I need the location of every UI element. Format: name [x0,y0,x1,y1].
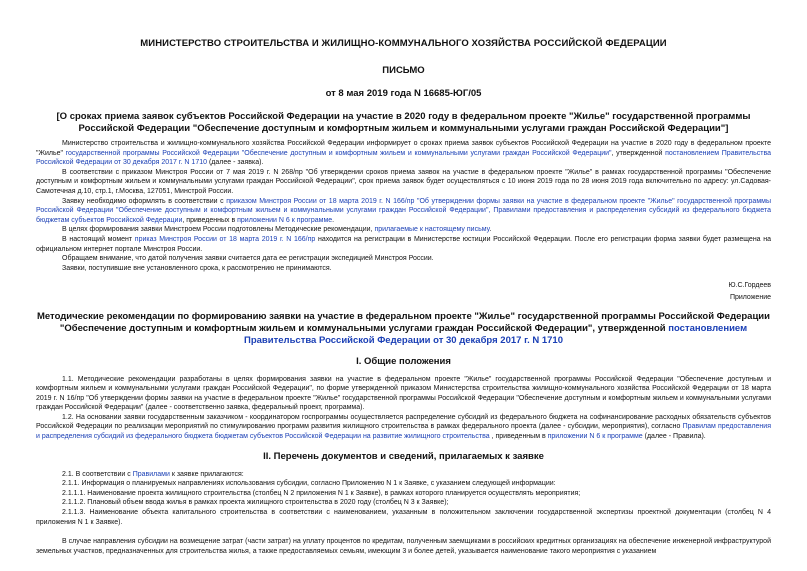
letter-paragraph: Министерство строительства и жилищно-коммунального хозяйства Российской Федерации информирует о сроках приема заявок субъектов Российской Федерации на участие в 2020 году в федеральном проекте "Жилье" государственной программы Российской Федерации "Обеспечение доступным и комфортным жильем и коммунальными услугами граждан Российской Федерации", утвержденной постановлением Правительства Российской Федерации от 30 декабря 2017 г. N 1710 (далее - заявка). [36,140,771,167]
section-paragraph: В случае направления субсидии на возмещение затрат (части затрат) на уплату процентов по кредитам, полученным заемщиками в российских кредитных организациях на обеспечение инженерной инфраструктурой земельных участков, предназначенных для строительства жилья, а также предоставляемых семьям, имеющим 3 и более детей, указывается наименование такого мероприятия с указанием [36,538,771,555]
rules-link-2[interactable]: Правилами [132,470,170,478]
signature: Ю.С.Гордеев [728,282,771,290]
ministry-heading: МИНИСТЕРСТВО СТРОИТЕЛЬСТВА И ЖИЛИЩНО-КОММУНАЛЬНОГО ХОЗЯЙСТВА РОССИЙСКОЙ ФЕДЕРАЦИИ [140,38,667,49]
section-paragraph: 1.1. Методические рекомендации разработаны в целях формирования заявки на участие в федеральном проекте "Жилье" государственной программы Российской Федерации "Обеспечение доступным и комфортным жильем и коммунальными услугами граждан Российской Федерации", по форме утвержденной приказом Министерства строительства жилищно-коммунального хозяйства Российской Федерации от 18 марта 2019 г. N 16/пр "Об утверждении формы заявки на участие в федеральном проекте "Жилье" государственной программы Российской Федерации "Обеспечение доступным и комфортным жильем и коммунальными услугами граждан Российской Федерации" (далее - соответственно заявка, федеральный проект, программа). [36,375,771,412]
letter-paragraph: В соответствии с приказом Минстроя России от 7 мая 2019 г. N 268/пр "Об утверждении сроков приема заявок на участие в федеральном проекте "Жилье" в рамках государственной программы "Обеспечение доступным и комфортным жильем и коммунальными услугами граждан Российской Федерации", срок приема заявок будет осуществляться с 10 июня 2019 года по 28 июня 2019 года включительно по адресу: ул.Садовая-Самотечная д.10, стр.1, г.Москва, 127051, Минстрой России. [36,168,771,195]
recommendations-title: Методические рекомендации по формированию заявки на участие в федеральном проекте "Жилье" государственной программы Российской Федерации "Обеспечение доступным и комфортным жильем и коммунальными услугами граждан Российской Федерации", утвержденной постановлением Правительства Российской Федерации от 30 декабря 2017 г. N 1710 [36,310,770,346]
resolution-link-2[interactable]: постановлением Правительства Российской Федерации от 30 декабря 2017 г. N 1710 [244,322,748,346]
appendix-label: Приложение [729,293,771,301]
section-paragraph: 1.2. На основании заявки государственным заказчиком - координатором госпрограммы осуществляется распределение субсидий из федерального бюджета на софинансирование расходных обязательств субъектов Российской Федерации по реализации мероприятий по стимулированию программ развития жилищного строительства в рамках федерального проекта (далее - субсидии, мероприятия), согласно Правилам предоставления и распределения субсидий из федерального бюджета бюджетам субъектов Российской Федерации на развитие жилищного строительства , приведенным в приложении N 6 к программе (далее - Правила). [36,413,771,441]
letter-paragraph: В настоящий момент приказ Минстроя России от 18 марта 2019 г. N 166/пр находится на регистрации в Министерстве юстиции Российской Федерации. После его регистрации форма заявки будет размещена на официальном интернет портале Минстроя России. [36,235,771,253]
order-166-link[interactable]: приказом Минстроя России от 18 марта 2019 г. N 166/пр "Об утверждении формы заявки на участие в федеральном проекте "Жилье" государственной программы Российской Федерации "Обеспечение доступным и комфортным жильем и коммунальными услугами граждан Российской Федерации", Правилами предоставления и распределения субсидий из федерального бюджета бюджетам субъектов Российской Федерации [36,197,771,224]
section-1-heading: I. Общие положения [356,355,451,367]
resolution-link[interactable]: постановлением Правительства Российской Федерации от 30 декабря 2017 г. N 1710 [36,149,771,167]
program-link[interactable]: государственной программы Российской Федерации "Обеспечение доступным и комфортным жильем и коммунальными услугами граждан Российской Федерации" [65,149,612,157]
section-paragraph: 2.1.1.1. Наименование проекта жилищного строительства (столбец N 2 приложения N 1 к Заявке), в рамках которого планируется осуществлять мероприятия; [62,489,581,497]
section-2-heading: II. Перечень документов и сведений, прилагаемых к заявке [263,450,544,462]
letter-paragraph: В целях формирования заявки Минстроем России подготовлены Методические рекомендации, прилагаемые к настоящему письму. [62,226,492,234]
attached-link[interactable]: прилагаемые к настоящему письму [374,226,490,234]
appendix-6-link[interactable]: приложении N 6 к программе [237,216,333,224]
doc-type-heading: ПИСЬМО [382,65,425,76]
section-paragraph: 2.1. В соответствии с Правилами к заявке прилагаются: [62,470,244,478]
letter-paragraph: Обращаем внимание, что датой получения заявки считается дата ее регистрации экспедицией Минстроя России. [62,255,434,263]
appendix-6-link-2[interactable]: приложении N 6 к программе [547,433,643,441]
section-paragraph: 2.1.1.2. Плановый объем ввода жилья в рамках проекта жилищного строительства в 2020 году (столбец N 3 к Заявке); [62,499,449,507]
letter-paragraph: Заявку необходимо оформлять в соответствии с приказом Минстроя России от 18 марта 2019 г. N 166/пр "Об утверждении формы заявки на участие в федеральном проекте "Жилье" государственной программы Российской Федерации "Обеспечение доступным и комфортным жильем и коммунальными услугами граждан Российской Федерации", Правилами предоставления и распределения субсидий из федерального бюджета бюджетам субъектов Российской Федерации, приведенных в приложении N 6 к программе. [36,197,771,224]
section-paragraph: 2.1.1. Информация о планируемых направлениях использования субсидии, согласно Приложению N 1 к Заявке, с указанием следующей информации: [62,480,556,488]
rules-link[interactable]: Правилам предоставления и распределения субсидий из федерального бюджета бюджетам субъектов Российской Федерации на развитие жилищного строительства [36,423,771,441]
letter-paragraph: Заявки, поступившие вне установленного срока, к рассмотрению не принимаются. [62,264,332,272]
subject-heading: [О сроках приема заявок субъектов Российской Федерации на участие в 2020 году в федеральном проекте "Жилье" государственной программы Российской Федерации "Обеспечение доступным и комфортным жильем и коммунальными услугами граждан Российской Федерации"] [56,111,751,134]
date-number-heading: от 8 мая 2019 года N 16685-ЮГ/05 [325,88,482,99]
section-paragraph: 2.1.1.3. Наименование объекта капитального строительства в соответствии с наименованием, указанным в положительном заключении государственной экспертизы проектной документации (столбец N 4 приложения N 1 к Заявке). [36,509,771,526]
order-166-link-2[interactable]: приказ Минстроя России от 18 марта 2019 г. N 166/пр [134,235,316,243]
letter-body [36,139,771,273]
